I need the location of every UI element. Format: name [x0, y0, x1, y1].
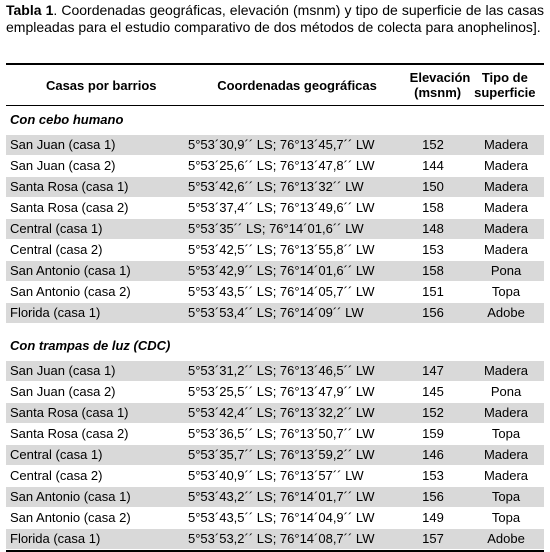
cell-coordenadas: 5°53´35,7´´ LS; 76°13´59,2´´ LW [188, 447, 375, 462]
cell-elevacion: 153 [422, 242, 444, 257]
cell-elevacion: 151 [422, 284, 444, 299]
cell-casa: Florida (casa 1) [10, 531, 101, 546]
cell-coordenadas: 5°53´43,2´´ LS; 76°14´01,7´´ LW [188, 489, 375, 504]
cell-elevacion: 157 [422, 531, 444, 546]
cell-superficie: Madera [483, 200, 529, 215]
cell-superficie: Madera [483, 221, 529, 236]
header-superficie [466, 70, 544, 100]
cell-coordenadas: 5°53´42,6´´ LS; 76°13´32´´ LW [188, 179, 364, 194]
cell-elevacion: 148 [422, 221, 444, 236]
table-row [6, 261, 544, 282]
cell-casa: Santa Rosa (casa 1) [10, 179, 129, 194]
cell-casa: San Antonio (casa 1) [10, 263, 131, 278]
header-elevacion-line1: Elevación [409, 70, 471, 85]
table-row [6, 466, 544, 487]
cell-coordenadas: 5°53´36,5´´ LS; 76°13´50,7´´ LW [188, 426, 375, 441]
cell-superficie: Topa [491, 426, 521, 441]
table-row [6, 382, 544, 403]
cell-elevacion: 152 [422, 405, 444, 420]
table-row [6, 303, 544, 324]
cell-elevacion: 153 [422, 468, 444, 483]
cell-superficie: Madera [483, 405, 529, 420]
cell-superficie: Madera [483, 158, 529, 173]
cell-elevacion: 152 [422, 137, 444, 152]
cell-coordenadas: 5°53´37,4´´ LS; 76°13´49,6´´ LW [188, 200, 375, 215]
cell-coordenadas: 5°53´25,5´´ LS; 76°13´47,9´´ LW [188, 384, 375, 399]
caption-text: . Coordenadas geográficas, elevación (msnm) y tipo de superficie de las casas empleadas para el estudio comparativo de dos métodos de colecta para anophelinos]. [6, 2, 545, 35]
cell-casa: Central (casa 2) [10, 468, 103, 483]
cell-superficie: Topa [491, 284, 521, 299]
header-elevacion [409, 70, 471, 100]
data-table [6, 63, 544, 552]
section-title: Con trampas de luz (CDC) [10, 338, 171, 353]
table-row [6, 445, 544, 466]
cell-superficie: Madera [483, 447, 529, 462]
cell-coordenadas: 5°53´43,5´´ LS; 76°14´05,7´´ LW [188, 284, 375, 299]
cell-superficie: Madera [483, 468, 529, 483]
table-row [6, 424, 544, 445]
cell-elevacion: 149 [422, 510, 444, 525]
table-row [6, 177, 544, 198]
table-caption [6, 2, 544, 36]
cell-casa: Central (casa 1) [10, 221, 103, 236]
cell-coordenadas: 5°53´43,5´´ LS; 76°14´04,9´´ LW [188, 510, 375, 525]
cell-elevacion: 150 [422, 179, 444, 194]
cell-superficie: Madera [483, 179, 529, 194]
cell-superficie: Madera [483, 242, 529, 257]
cell-elevacion: 156 [422, 489, 444, 504]
cell-coordenadas: 5°53´30,9´´ LS; 76°13´45,7´´ LW [188, 137, 375, 152]
table-row [6, 361, 544, 382]
cell-elevacion: 158 [422, 200, 444, 215]
cell-elevacion: 158 [422, 263, 444, 278]
cell-coordenadas: 5°53´53,4´´ LS; 76°14´09´´ LW [188, 305, 364, 320]
cell-coordenadas: 5°53´35´´ LS; 76°14´01,6´´ LW [188, 221, 364, 236]
cell-coordenadas: 5°53´42,5´´ LS; 76°13´55,8´´ LW [188, 242, 375, 257]
section-title: Con cebo humano [10, 112, 124, 127]
cell-superficie: Pona [490, 263, 522, 278]
cell-casa: Central (casa 1) [10, 447, 103, 462]
table-row [6, 135, 544, 156]
cell-casa: San Juan (casa 1) [10, 363, 116, 378]
header-coordenadas: Coordenadas geográficas [217, 77, 377, 93]
cell-superficie: Madera [483, 137, 529, 152]
cell-superficie: Adobe [487, 531, 525, 546]
cell-coordenadas: 5°53´25,6´´ LS; 76°13´47,8´´ LW [188, 158, 375, 173]
table-row [6, 156, 544, 177]
cell-coordenadas: 5°53´31,2´´ LS; 76°13´46,5´´ LW [188, 363, 375, 378]
cell-casa: Florida (casa 1) [10, 305, 101, 320]
table-body [6, 110, 544, 550]
cell-casa: Santa Rosa (casa 2) [10, 200, 129, 215]
table-row [6, 403, 544, 424]
cell-superficie: Adobe [487, 305, 525, 320]
cell-elevacion: 147 [422, 363, 444, 378]
cell-superficie: Pona [490, 384, 522, 399]
header-superficie-line2: superficie [474, 85, 536, 100]
table-row [6, 282, 544, 303]
cell-casa: Santa Rosa (casa 1) [10, 405, 129, 420]
cell-coordenadas: 5°53´40,9´´ LS; 76°13´57´´ LW [188, 468, 364, 483]
cell-coordenadas: 5°53´42,9´´ LS; 76°14´01,6´´ LW [188, 263, 375, 278]
cell-elevacion: 145 [422, 384, 444, 399]
cell-casa: San Juan (casa 2) [10, 384, 116, 399]
table-row [6, 487, 544, 508]
cell-casa: San Juan (casa 1) [10, 137, 116, 152]
cell-casa: Central (casa 2) [10, 242, 103, 257]
cell-elevacion: 144 [422, 158, 444, 173]
cell-superficie: Topa [491, 510, 521, 525]
cell-elevacion: 156 [422, 305, 444, 320]
cell-casa: Santa Rosa (casa 2) [10, 426, 129, 441]
cell-elevacion: 146 [422, 447, 444, 462]
header-superficie-line1: Tipo de [481, 70, 528, 85]
table-label: Tabla 1 [6, 2, 54, 18]
table-row [6, 529, 544, 550]
header-casas: Casas por barrios [45, 77, 157, 93]
cell-superficie: Topa [491, 489, 521, 504]
header-elevacion-line2: (msnm) [414, 85, 462, 100]
cell-coordenadas: 5°53´53,2´´ LS; 76°14´08,7´´ LW [188, 531, 375, 546]
cell-casa: San Juan (casa 2) [10, 158, 116, 173]
cell-casa: San Antonio (casa 1) [10, 489, 131, 504]
table-header [6, 65, 544, 106]
cell-casa: San Antonio (casa 2) [10, 510, 131, 525]
cell-coordenadas: 5°53´42,4´´ LS; 76°13´32,2´´ LW [188, 405, 375, 420]
table-row [6, 219, 544, 240]
cell-elevacion: 159 [422, 426, 444, 441]
table-row [6, 240, 544, 261]
cell-superficie: Madera [483, 363, 529, 378]
table-row [6, 198, 544, 219]
cell-casa: San Antonio (casa 2) [10, 284, 131, 299]
